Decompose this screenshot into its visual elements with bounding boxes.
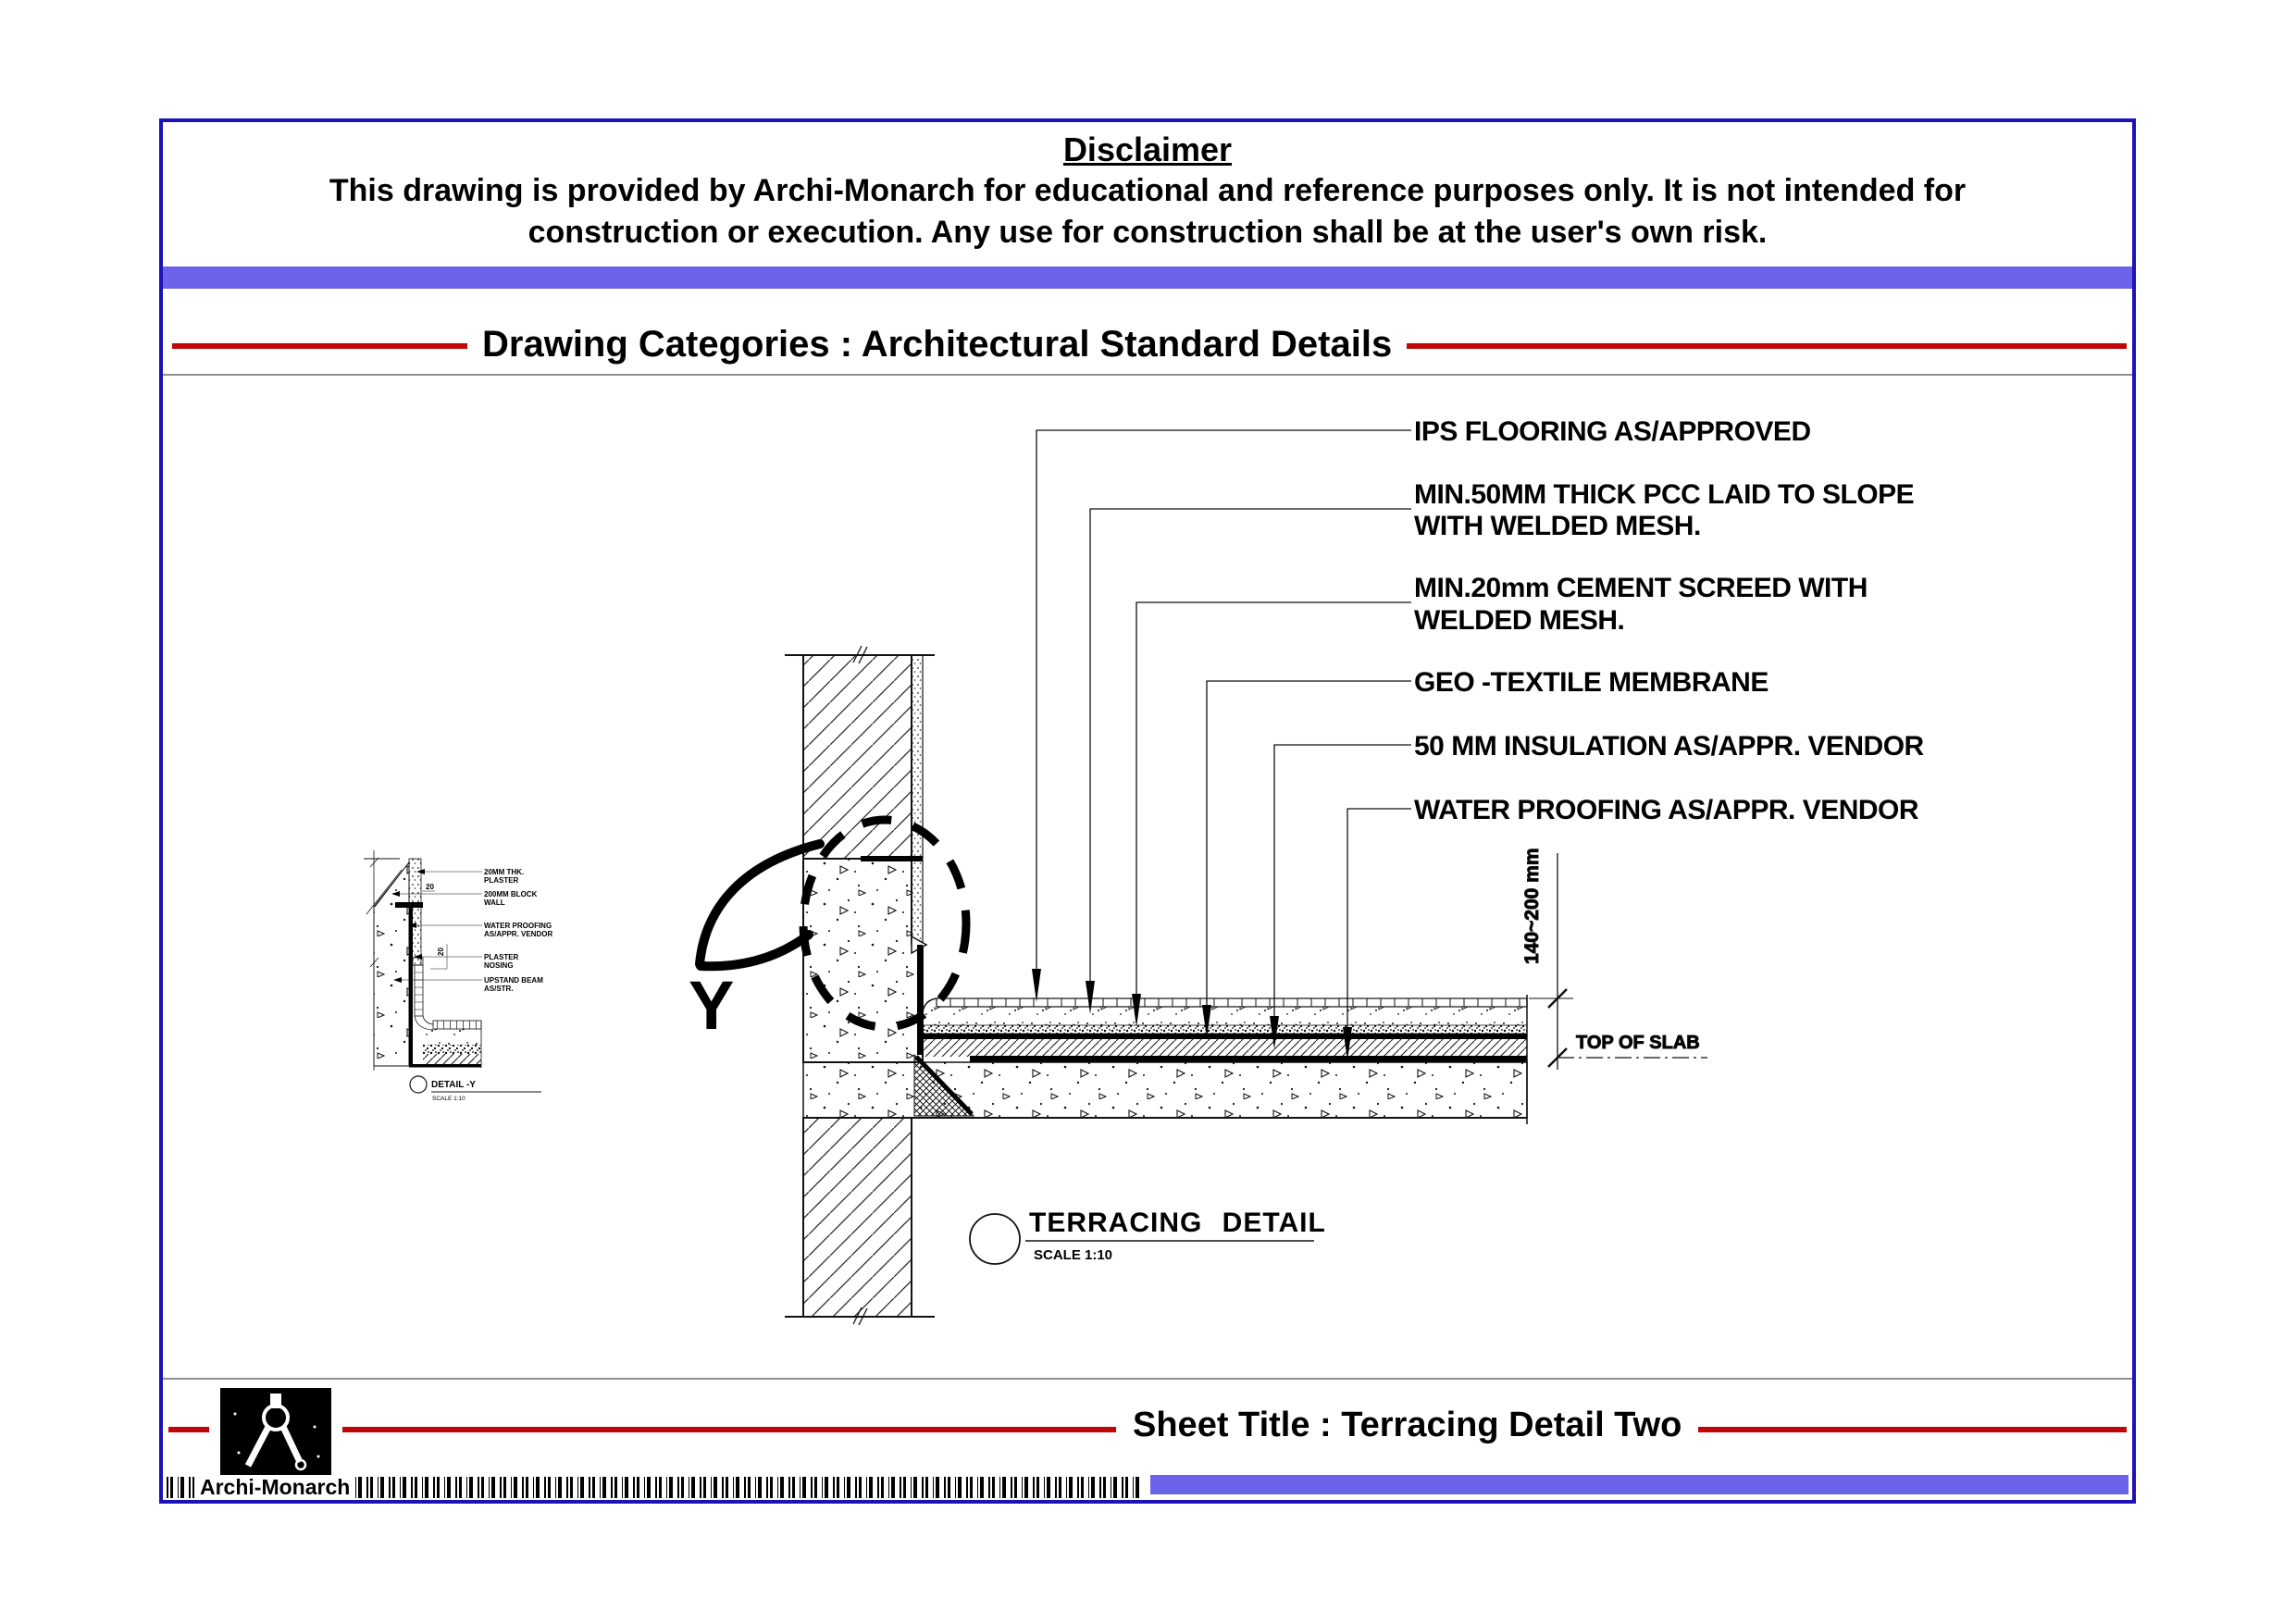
mini-label: PLASTER	[484, 953, 519, 961]
bottom-blue-bar	[1150, 1475, 2128, 1494]
disclaimer-title: Disclaimer	[1062, 130, 1233, 168]
category-title: Drawing Categories : Architectural Standard Details	[467, 324, 1407, 365]
callout-leaders	[1032, 430, 1411, 1060]
callout-label: WITH WELDED MESH.	[1414, 511, 1701, 541]
plaster-strip	[912, 655, 923, 944]
view-title-bubble	[970, 1214, 1020, 1264]
view-title: TERRACING DETAIL	[1029, 1208, 1326, 1238]
mini-scale: SCALE 1:10	[432, 1096, 465, 1102]
separator-top	[163, 374, 2132, 376]
sheet-title: Sheet Title : Terracing Detail Two	[1116, 1406, 1698, 1445]
balloon-letter: Y	[689, 967, 735, 1044]
mini-flooring-band	[433, 1021, 481, 1029]
dimension-group	[1521, 848, 1707, 1070]
top-blue-bar	[163, 266, 2132, 289]
screed-layer	[923, 1025, 1527, 1034]
leader-line	[1090, 509, 1411, 984]
block-wall-hatch	[803, 655, 912, 859]
mini-upstand-concrete	[374, 862, 409, 1066]
mini-plaster-rungs	[415, 973, 423, 1010]
mini-label: AS/APPR. VENDOR	[484, 930, 553, 938]
disclaimer-line-2: construction or execution. Any use for construction shall be at the user's own risk.	[527, 215, 1768, 250]
top-of-slab-label: TOP OF SLAB	[1576, 1033, 1700, 1053]
disclaimer-block	[163, 130, 2132, 254]
mini-label: NOSING	[484, 961, 514, 970]
terracing-detail-drawing	[163, 379, 2132, 1375]
mini-label: 20MM THK.	[484, 868, 525, 876]
mini-title: DETAIL -Y	[431, 1080, 476, 1090]
mini-cove-curve	[415, 1016, 433, 1030]
mini-screed-band	[423, 1045, 481, 1054]
ips-flooring-layer	[937, 998, 1527, 1007]
rcc-slab	[803, 1062, 1527, 1118]
separator-bottom	[163, 1378, 2132, 1380]
callout-label: 50 MM INSULATION AS/APPR. VENDOR	[1414, 731, 1924, 762]
mini-title-bubble	[410, 1076, 427, 1093]
logo	[209, 1381, 342, 1483]
leader-line	[1207, 681, 1411, 1008]
mini-detail-y	[364, 850, 552, 1102]
compass-logo-icon	[220, 1388, 331, 1477]
pcc-layer	[923, 1007, 1527, 1025]
callout-label: MIN.20mm CEMENT SCREED WITH	[1414, 573, 1868, 603]
dimension-label: 140~200 mm	[1521, 848, 1543, 964]
waterproofing-layer	[970, 1056, 1527, 1062]
callout-label: GEO -TEXTILE MEMBRANE	[1414, 667, 1769, 698]
mini-pcc-band	[423, 1029, 481, 1045]
callout-label: MIN.50MM THICK PCC LAID TO SLOPE	[1414, 479, 1915, 510]
view-title-group	[970, 1208, 1326, 1264]
mini-label: PLASTER	[484, 876, 519, 885]
mini-membrane-bottom	[409, 1064, 481, 1068]
geotextile-layer	[923, 1034, 1527, 1039]
balloon-tail-lower	[701, 935, 809, 966]
leader-line	[1274, 745, 1411, 1019]
insulation-layer	[923, 1039, 1527, 1057]
mini-label: AS/STR.	[484, 985, 514, 993]
leader-line	[1347, 809, 1411, 1030]
mini-dim-text: 20	[437, 948, 445, 956]
mini-label: WALL	[484, 898, 505, 907]
disclaimer-line-1: This drawing is provided by Archi-Monarch for educational and reference purposes only. It is not intended for	[329, 173, 1967, 208]
leader-line	[1036, 430, 1411, 972]
mini-label: 200MM BLOCK	[484, 890, 538, 898]
mini-label: WATER PROOFING	[484, 922, 552, 930]
view-scale: SCALE 1:10	[1034, 1247, 1113, 1263]
callout-labels	[1414, 416, 1925, 825]
mini-dim-text: 20	[426, 883, 434, 891]
mini-labels	[426, 868, 552, 993]
callout-label: WELDED MESH.	[1414, 605, 1625, 636]
wall-below-slab-hatch	[803, 1118, 912, 1317]
callout-label: WATER PROOFING AS/APPR. VENDOR	[1414, 795, 1919, 825]
mini-insulation-band	[423, 1054, 481, 1064]
mini-dim-lines	[422, 891, 447, 969]
mini-label: UPSTAND BEAM	[484, 976, 543, 985]
callout-label: IPS FLOORING AS/APPROVED	[1414, 416, 1811, 447]
brand-name: Archi-Monarch	[194, 1475, 355, 1500]
upstand-concrete	[803, 859, 923, 1062]
